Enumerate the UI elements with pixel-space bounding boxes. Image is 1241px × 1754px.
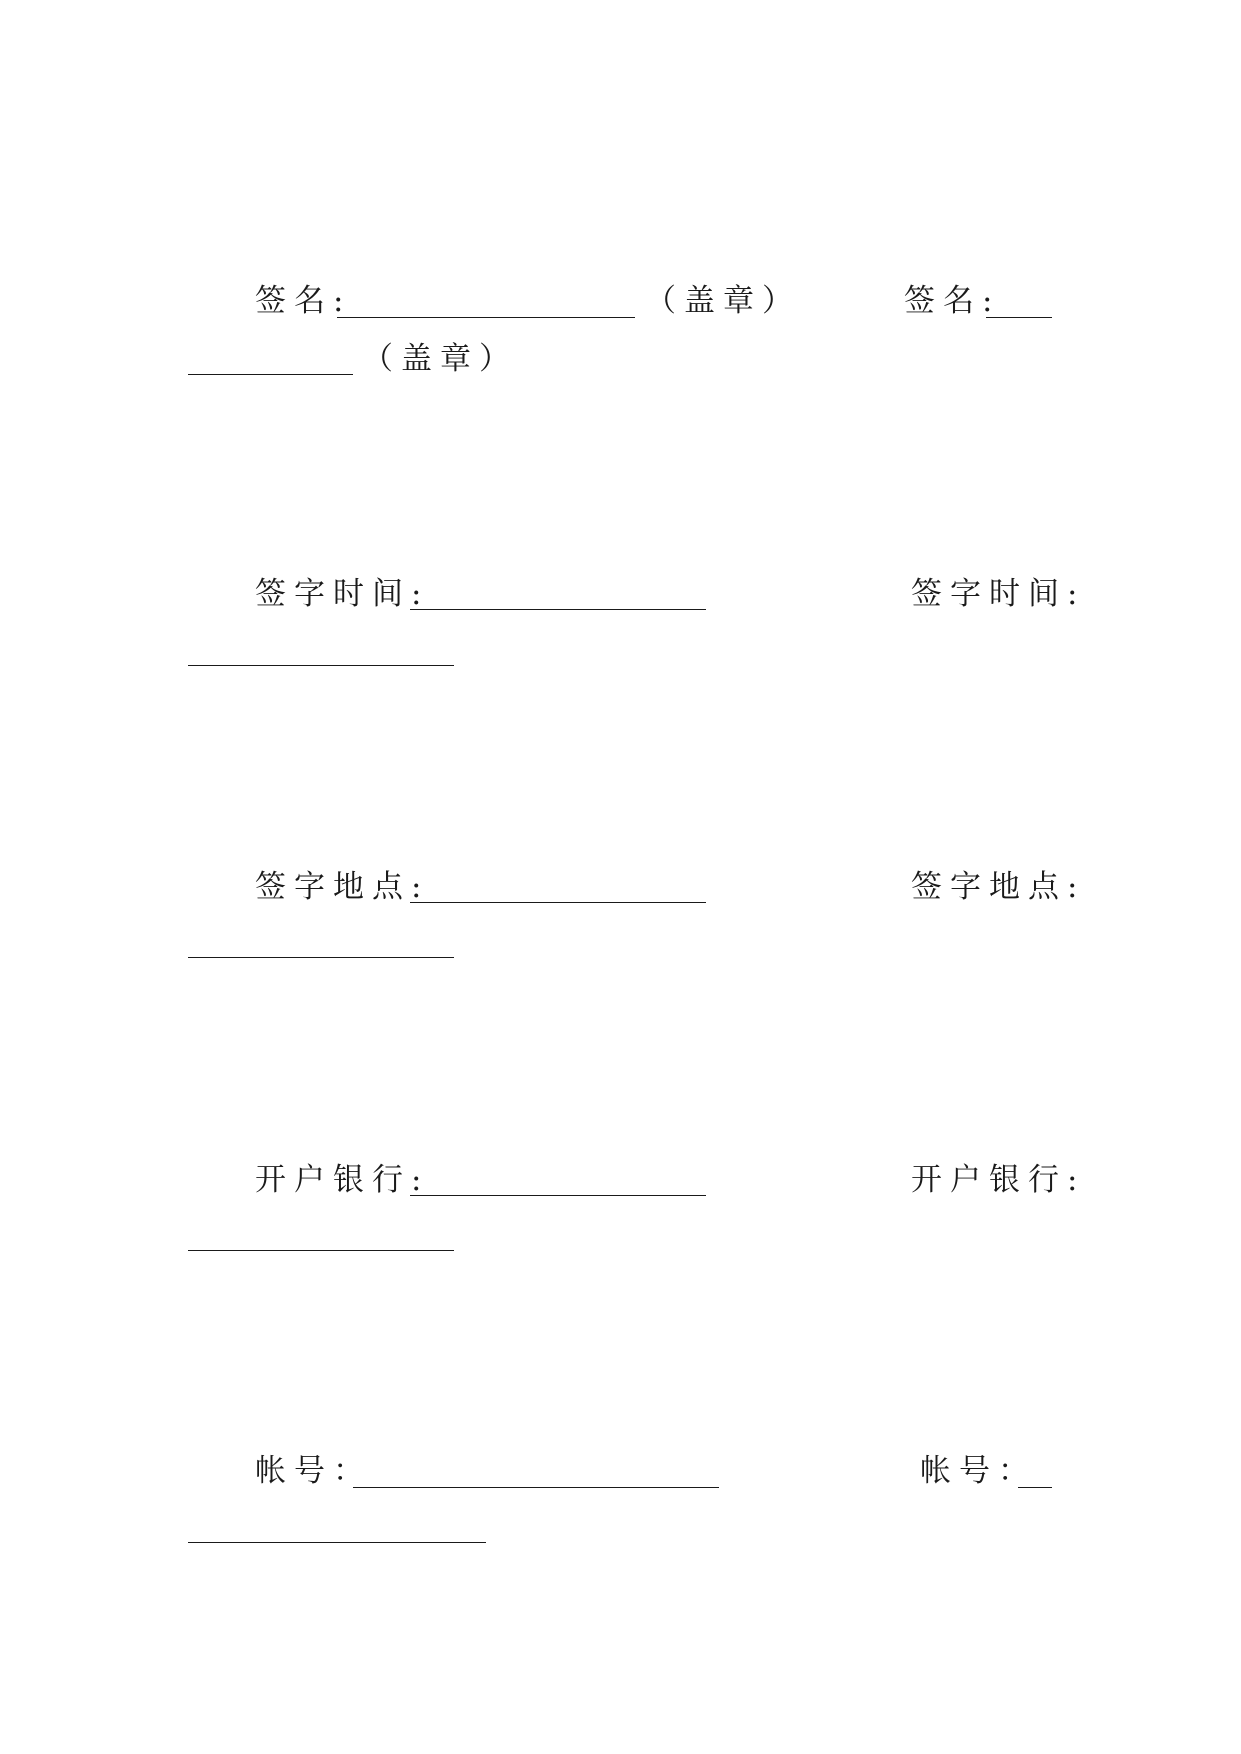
right-sign-time-blank[interactable] (188, 665, 454, 666)
right-sign-place-blank[interactable] (188, 957, 454, 958)
left-account-blank[interactable] (353, 1487, 719, 1488)
left-bank-label: 开户银行: (255, 1162, 430, 1198)
right-signature-blank-part2[interactable] (188, 374, 353, 375)
right-bank-blank[interactable] (188, 1250, 454, 1251)
right-sign-place-label: 签字地点: (911, 869, 1086, 905)
left-signature-blank[interactable] (337, 317, 635, 318)
right-seal-label: （盖章） (362, 341, 518, 377)
left-sign-time-blank[interactable] (410, 609, 706, 610)
right-bank-label: 开户银行: (911, 1162, 1086, 1198)
right-signature-label: 签名: (904, 283, 1001, 319)
left-account-label: 帐号： (255, 1453, 372, 1489)
right-sign-time-label: 签字时间: (911, 576, 1086, 612)
right-account-blank-part1[interactable] (1018, 1487, 1052, 1488)
right-account-blank-part2[interactable] (188, 1542, 486, 1543)
right-signature-blank-part1[interactable] (986, 317, 1052, 318)
left-bank-blank[interactable] (410, 1195, 706, 1196)
left-sign-place-blank[interactable] (410, 902, 706, 903)
left-sign-time-label: 签字时间: (255, 576, 430, 612)
right-account-label: 帐号： (920, 1453, 1037, 1489)
left-sign-place-label: 签字地点: (255, 869, 430, 905)
left-signature-label: 签名: (255, 283, 352, 319)
left-seal-label: （盖章） (645, 283, 801, 319)
